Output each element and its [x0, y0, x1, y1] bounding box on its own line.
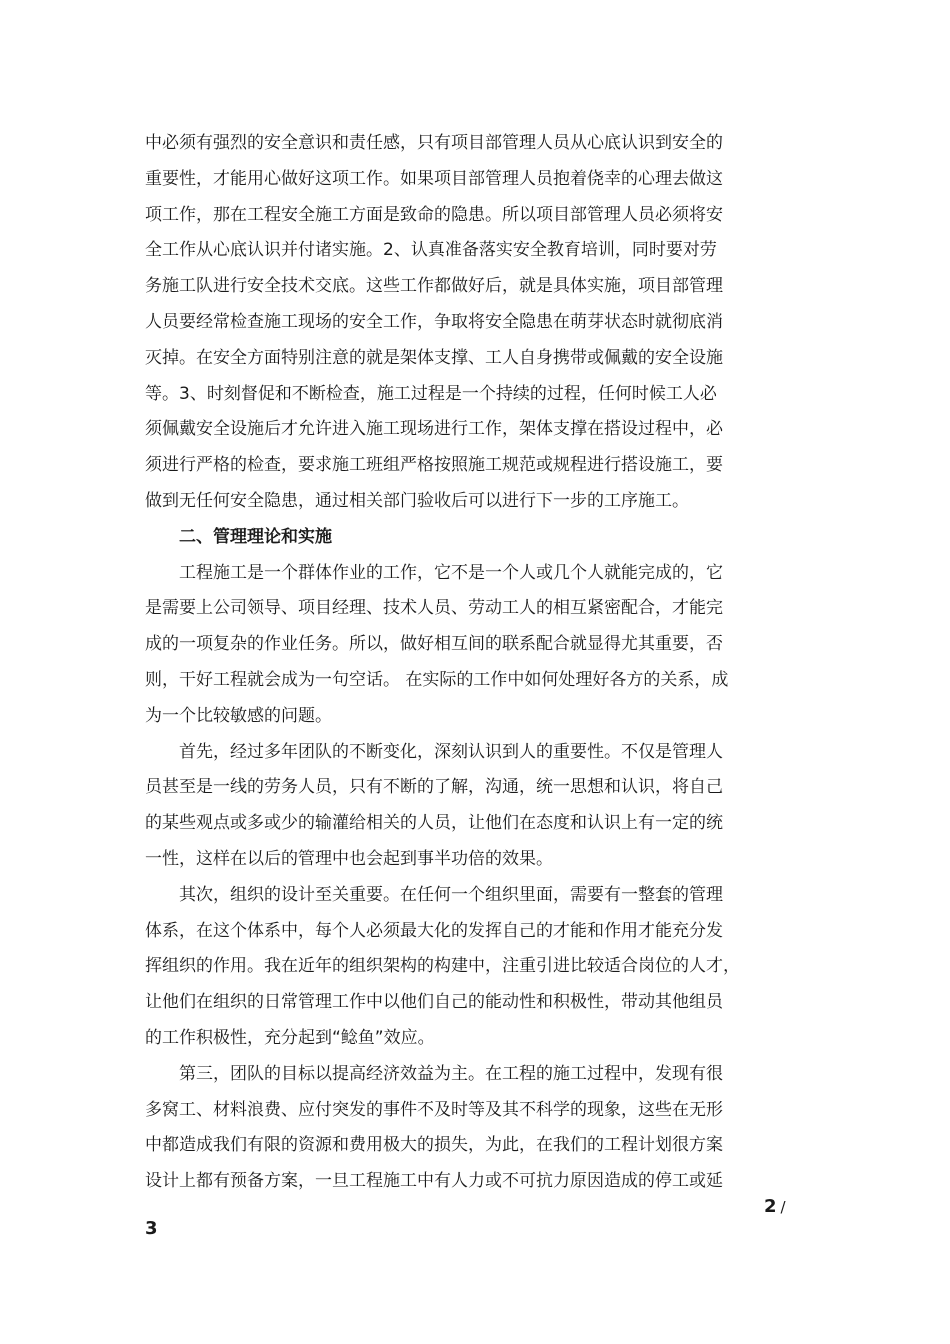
text-line: 的工作积极性，充分起到“鲶鱼”效应。: [145, 1027, 435, 1048]
text-line: 务施工队进行安全技术交底。这些工作都做好后，就是具体实施，项目部管理: [145, 276, 723, 297]
page-separator: /: [780, 1198, 786, 1216]
paragraph-first-line: 工程施工是一个群体作业的工作，它不是一个人或几个人就能完成的，它: [179, 562, 723, 583]
text-line: 成的一项复杂的作业任务。所以，做好相互间的联系配合就显得尤其重要，否: [145, 634, 723, 655]
text-line: 的某些观点或多或少的输灌给相关的人员，让他们在态度和认识上有一定的统: [145, 813, 723, 834]
current-page-number: 2: [764, 1196, 777, 1217]
text-line: 让他们在组织的日常管理工作中以他们自己的能动性和积极性，带动其他组员: [145, 992, 723, 1013]
text-line: 灭掉。在安全方面特别注意的就是架体支撑、工人自身携带或佩戴的安全设施: [145, 347, 723, 368]
text-line: 全工作从心底认识并付诸实施。2、认真准备落实安全教育培训，同时要对劳: [145, 240, 717, 261]
body-text: [145, 126, 810, 1200]
text-line: 为一个比较敏感的问题。: [145, 705, 332, 726]
text-line: 中都造成我们有限的资源和费用极大的损失，为此，在我们的工程计划很方案: [145, 1135, 723, 1156]
text-line: 中必须有强烈的安全意识和责任感，只有项目部管理人员从心底认识到安全的: [145, 133, 723, 153]
text-line: 员甚至是一线的劳务人员，只有不断的了解，沟通，统一思想和认识，将自己: [145, 777, 723, 798]
text-line: 设计上都有预备方案，一旦工程施工中有人力或不可抗力原因造成的停工或延: [145, 1171, 723, 1192]
section-heading: 二、管理理论和实施: [179, 526, 332, 547]
paragraph-first-line: 其次，组织的设计至关重要。在任何一个组织里面，需要有一整套的管理: [179, 884, 723, 905]
text-line: 须进行严格的检查，要求施工班组严格按照施工规范或规程进行搭设施工，要: [145, 455, 723, 476]
text-line: 须佩戴安全设施后才允许进入施工现场进行工作，架体支撑在搭设过程中，必: [145, 419, 723, 440]
page-number: [764, 1197, 786, 1217]
text-line: 人员要经常检查施工现场的安全工作，争取将安全隐患在萌芽状态时就彻底消: [145, 311, 723, 332]
total-pages: 3: [145, 1218, 158, 1239]
text-line: 重要性，才能用心做好这项工作。如果项目部管理人员抱着侥幸的心理去做这: [145, 168, 723, 189]
text-line: 一性，这样在以后的管理中也会起到事半功倍的效果。: [145, 848, 553, 869]
text-line: 等。3、时刻督促和不断检查，施工过程是一个持续的过程，任何时候工人必: [145, 383, 717, 404]
text-line: 做到无任何安全隐患，通过相关部门验收后可以进行下一步的工序施工。: [145, 490, 689, 511]
text-line: 是需要上公司领导、项目经理、技术人员、劳动工人的相互紧密配合，才能完: [145, 598, 723, 619]
text-line: 体系，在这个体系中，每个人必须最大化的发挥自己的才能和作用才能充分发: [145, 920, 723, 941]
paragraph-first-line: 第三，团队的目标以提高经济效益为主。在工程的施工过程中，发现有很: [179, 1063, 723, 1084]
text-line: 多窝工、材料浪费、应付突发的事件不及时等及其不科学的现象，这些在无形: [145, 1099, 723, 1120]
text-line: 则，干好工程就会成为一句空话。 在实际的工作中如何处理好各方的关系，成: [145, 669, 729, 690]
text-line: 项工作，那在工程安全施工方面是致命的隐患。所以项目部管理人员必须将安: [145, 204, 723, 225]
text-line: 挥组织的作用。我在近年的组织架构的构建中，注重引进比较适合岗位的人才，: [145, 956, 740, 977]
paragraph-first-line: 首先，经过多年团队的不断变化，深刻认识到人的重要性。不仅是管理人: [179, 741, 723, 762]
